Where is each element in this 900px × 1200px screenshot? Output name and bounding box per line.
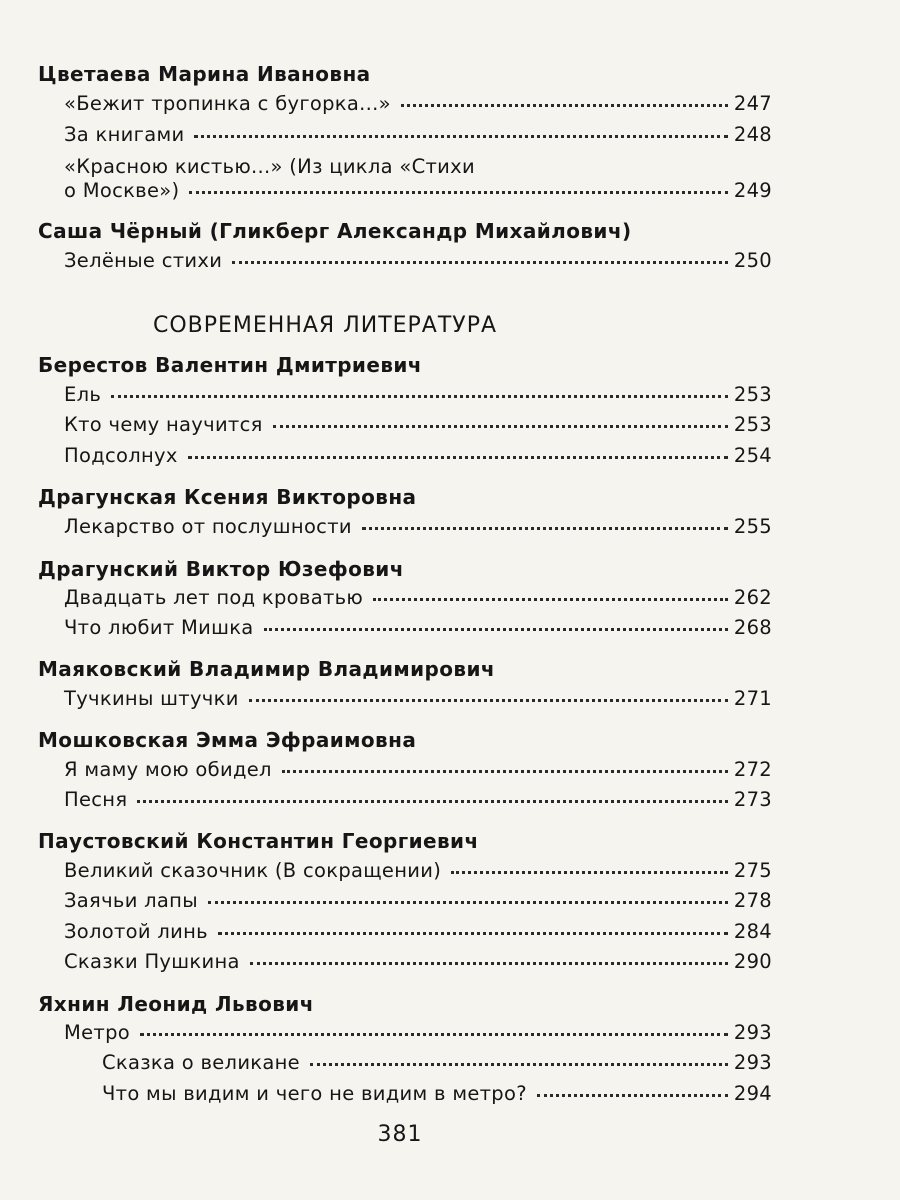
toc-entry bbox=[64, 412, 772, 438]
leader-dots bbox=[194, 135, 727, 138]
leader-dots bbox=[264, 628, 728, 631]
leader-dots bbox=[282, 770, 728, 773]
leader-dots bbox=[451, 871, 728, 874]
toc-entry bbox=[64, 787, 772, 813]
toc-entry bbox=[102, 1050, 772, 1076]
section-heading: СОВРЕМЕННАЯ ЛИТЕРАТУРА bbox=[152, 313, 498, 338]
entry-page: 254 bbox=[733, 444, 772, 467]
toc-entry bbox=[64, 949, 772, 975]
author-heading: Мошковская Эмма Эфраимовна bbox=[38, 728, 417, 752]
toc-entry bbox=[64, 443, 772, 469]
toc-entry bbox=[64, 382, 772, 408]
toc-entry bbox=[64, 919, 772, 945]
entry-page: 247 bbox=[733, 92, 772, 115]
leader-dots bbox=[250, 962, 728, 965]
entry-title: Зелёные стихи bbox=[64, 249, 223, 272]
entry-page: 253 bbox=[733, 413, 772, 436]
entry-title-line1: «Красною кистью...» (Из цикла «Стихи bbox=[64, 155, 475, 178]
toc-entry bbox=[64, 248, 772, 274]
author-heading: Цветаева Марина Ивановна bbox=[38, 62, 371, 86]
entry-page: 249 bbox=[733, 179, 772, 202]
entry-title: Песня bbox=[64, 788, 128, 811]
leader-dots bbox=[537, 1094, 728, 1097]
entry-title: Что мы видим и чего не видим в метро? bbox=[102, 1082, 527, 1105]
toc-entry bbox=[64, 122, 772, 148]
entry-title: Заячьи лапы bbox=[64, 889, 198, 912]
entry-title: Тучкины штучки bbox=[64, 687, 239, 710]
entry-page: 248 bbox=[733, 123, 772, 146]
author-heading: Берестов Валентин Дмитриевич bbox=[38, 353, 422, 377]
leader-dots bbox=[140, 1033, 728, 1036]
entry-page: 293 bbox=[733, 1021, 772, 1044]
author-heading: Драгунская Ксения Викторовна bbox=[38, 485, 417, 509]
leader-dots bbox=[189, 191, 727, 194]
toc-entry bbox=[64, 888, 772, 914]
entry-title: Что любит Мишка bbox=[64, 616, 254, 639]
toc-entry bbox=[64, 91, 772, 117]
author-heading: Паустовский Константин Георгиевич bbox=[38, 829, 479, 853]
leader-dots bbox=[111, 395, 728, 398]
entry-page: 262 bbox=[733, 586, 772, 609]
entry-title: Ель bbox=[64, 383, 102, 406]
entry-title: Сказка о великане bbox=[102, 1051, 300, 1074]
entry-page: 290 bbox=[733, 950, 772, 973]
leader-dots bbox=[310, 1063, 728, 1066]
toc-entry bbox=[64, 615, 772, 641]
entry-page: 272 bbox=[733, 758, 772, 781]
leader-dots bbox=[188, 456, 728, 459]
entry-title: Метро bbox=[64, 1021, 130, 1044]
toc-entry bbox=[64, 858, 772, 884]
author-heading: Драгунский Виктор Юзефович bbox=[38, 557, 404, 581]
author-heading: Саша Чёрный (Гликберг Александр Михайлович) bbox=[38, 219, 632, 243]
entry-title: Сказки Пушкина bbox=[64, 950, 240, 973]
toc-entry bbox=[64, 686, 772, 712]
entry-title: Двадцать лет под кроватью bbox=[64, 586, 364, 609]
entry-page: 250 bbox=[733, 249, 772, 272]
entry-title: «Бежит тропинка с бугорка...» bbox=[64, 92, 391, 115]
entry-page: 278 bbox=[733, 889, 772, 912]
entry-page: 294 bbox=[733, 1082, 772, 1105]
leader-dots bbox=[273, 425, 728, 428]
leader-dots bbox=[137, 800, 728, 803]
entry-title: Лекарство от послушности bbox=[64, 515, 352, 538]
leader-dots bbox=[232, 261, 728, 264]
toc-entry bbox=[64, 585, 772, 611]
entry-title: Великий сказочник (В сокращении) bbox=[64, 859, 442, 882]
entry-page: 275 bbox=[733, 859, 772, 882]
entry-title: Кто чему научится bbox=[64, 413, 263, 436]
entry-title-line2: о Москве») bbox=[64, 179, 180, 202]
leader-dots bbox=[401, 104, 728, 107]
leader-dots bbox=[208, 901, 728, 904]
toc-entry bbox=[64, 178, 772, 204]
author-heading: Маяковский Владимир Владимирович bbox=[38, 657, 495, 681]
leader-dots bbox=[218, 932, 728, 935]
entry-page: 271 bbox=[733, 687, 772, 710]
entry-page: 293 bbox=[733, 1051, 772, 1074]
page-number: 381 bbox=[377, 1122, 423, 1147]
entry-title: Я маму мою обидел bbox=[64, 758, 272, 781]
leader-dots bbox=[362, 527, 728, 530]
toc-entry bbox=[64, 1020, 772, 1046]
toc-entry bbox=[102, 1081, 772, 1107]
toc-entry bbox=[64, 757, 772, 783]
entry-title: Золотой линь bbox=[64, 920, 208, 943]
entry-page: 253 bbox=[733, 383, 772, 406]
toc-entry bbox=[64, 514, 772, 540]
leader-dots bbox=[373, 598, 728, 601]
author-heading: Яхнин Леонид Львович bbox=[38, 992, 314, 1016]
entry-page: 273 bbox=[733, 788, 772, 811]
entry-page: 284 bbox=[733, 920, 772, 943]
entry-page: 255 bbox=[733, 515, 772, 538]
leader-dots bbox=[249, 699, 728, 702]
entry-title: Подсолнух bbox=[64, 444, 178, 467]
entry-page: 268 bbox=[733, 616, 772, 639]
entry-title: За книгами bbox=[64, 123, 185, 146]
